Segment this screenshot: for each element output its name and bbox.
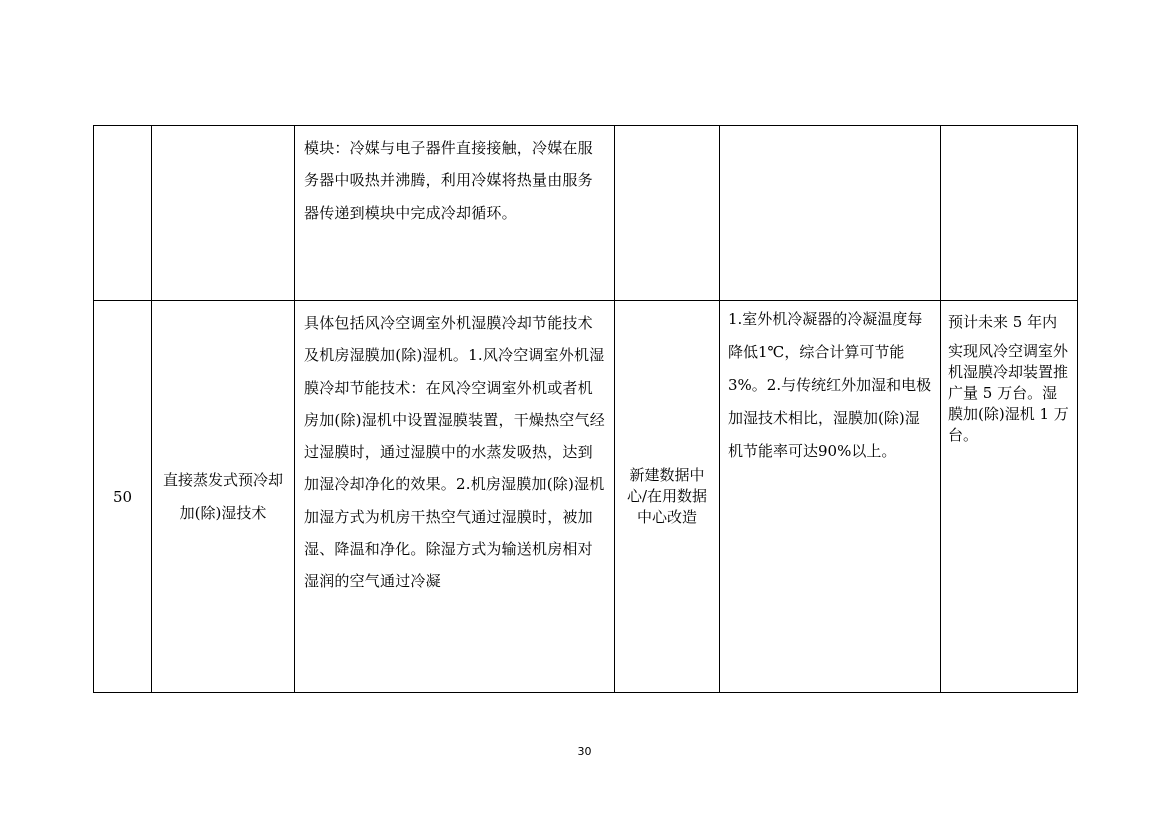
table-row-continued [94,126,1078,301]
table-row-50 [94,301,1078,693]
energy-benefit: 1.室外机冷凝器的冷凝温度每降低1℃，综合计算可节能3%。2.与传统红外加湿和电极加湿技术相比，湿膜加(除)湿机节能率可达90%以上。 [728,310,932,460]
target-line-1: 预计未来 5 年内 [948,313,1058,331]
technology-name: 直接蒸发式预冷却加(除)湿技术 [162,470,283,522]
continued-description: 模块：冷媒与电子器件直接接触，冷媒在服务器中吸热并沸腾，利用冷媒将热量由服务器传递到模块中完成冷却循环。 [304,139,593,222]
technology-table [93,125,1078,693]
target-cell [941,301,1078,693]
benefit-cell [720,301,941,693]
target-cell-empty [941,126,1078,301]
scope-cell [615,301,720,693]
row-number: 50 [112,487,133,506]
number-cell-empty [94,126,152,301]
name-cell [152,301,295,693]
benefit-cell-empty [720,126,941,301]
application-scope: 新建数据中心/在用数据中心改造 [626,466,708,526]
page-number: 30 [577,745,592,758]
target-line-2: 实现风冷空调室外机湿膜冷却装置推广量 5 万台。湿膜加(除)湿机 1 万台。 [948,342,1069,444]
name-cell-empty [152,126,295,301]
number-cell [94,301,152,693]
description-cell [295,126,615,301]
description-cell [295,301,615,693]
scope-cell-empty [615,126,720,301]
technology-description: 具体包括风冷空调室外机湿膜冷却节能技术及机房湿膜加(除)湿机。1.风冷空调室外机湿膜冷却节能技术：在风冷空调室外机或者机房加(除)湿机中设置湿膜装置，干燥热空气经过湿膜时，通过湿膜中的水蒸发吸热，达到加湿冷却净化的效果。2.机房湿膜加(除)湿机加湿方式为机房干热空气通过湿膜时，被加湿、降温和净化。除湿方式为输送机房相对湿润的空气通过冷凝 [304,314,605,591]
